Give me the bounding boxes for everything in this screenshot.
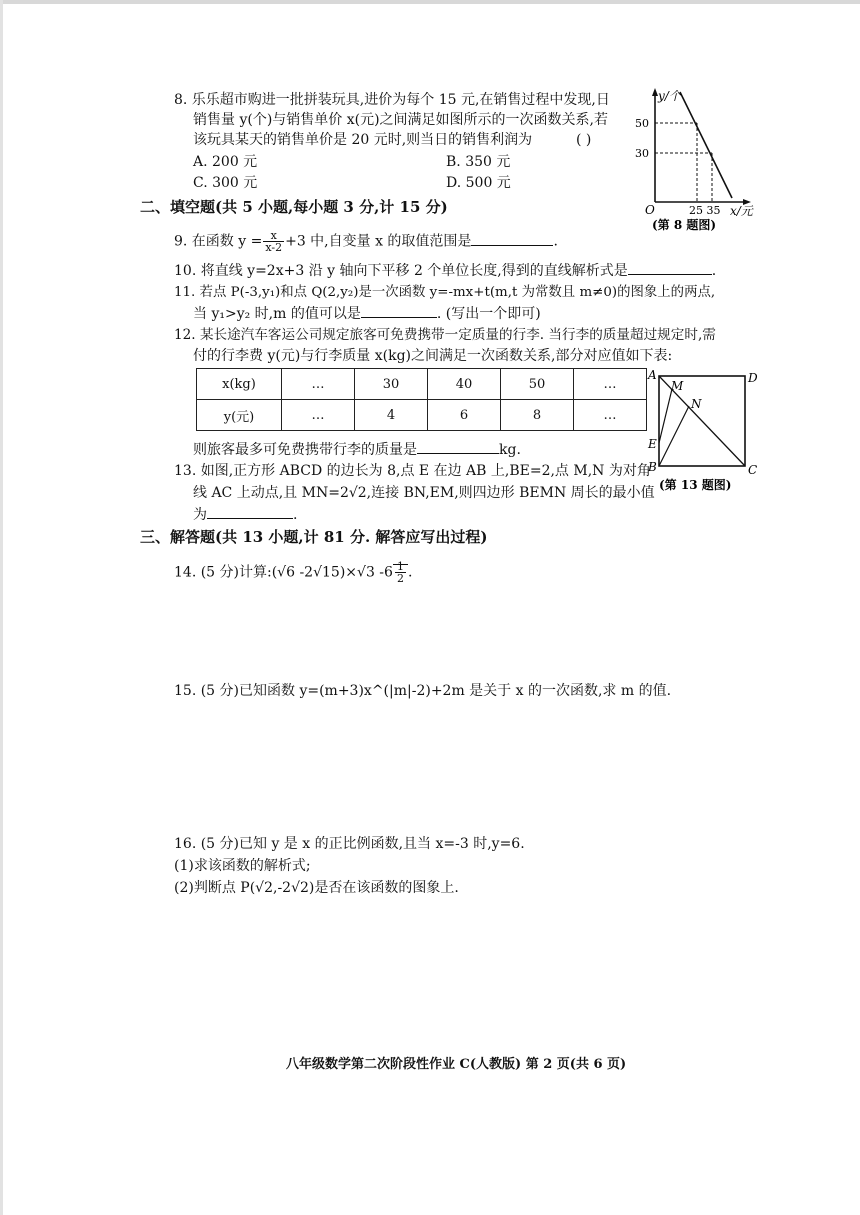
q16-line1: 16. (5 分)已知 y 是 x 的正比例函数,且当 x=-3 时,y=6. [174,836,525,852]
q8-line1: 8. 乐乐超市购进一批拼装玩具,进价为每个 15 元,在销售过程中发现,日 [174,92,610,108]
q8-option-a: A. 200 元 [193,154,258,170]
fig8-xticks: 25 35 [689,204,721,217]
table-cell: 6 [428,400,501,431]
q9-post: +3 中,自变量 x 的取值范围是 [285,233,472,250]
q12-line1: 12. 某长途汽车客运公司规定旅客可免费携带一定质量的行李. 当行李的质量超过规定时,需 [174,327,716,343]
q10-text: 10. 将直线 y=2x+3 沿 y 轴向下平移 2 个单位长度,得到的直线解析式是 [174,263,628,279]
fig13-label-n: N [691,397,702,411]
q12-answer-blank[interactable] [417,441,499,454]
q8-line2: 销售量 y(个)与销售单价 x(元)之间满足如图所示的一次函数关系,若 [193,112,609,128]
q13-end: . [293,507,298,523]
fig8-origin: O [645,203,655,217]
q9-frac-den: x-2 [265,241,283,254]
q9-fraction [263,230,284,253]
q12-line2: 付的行李费 y(元)与行李质量 x(kg)之间满足一次函数关系,部分对应值如下表: [193,348,673,364]
q13-line2: 线 AC 上动点,且 MN=2√2,连接 BN,EM,则四边形 BEMN 周长的最小值 [193,485,655,501]
fig13-label-b: B [648,460,657,474]
q10-answer-blank[interactable] [628,262,712,275]
fig8-x-label: x/元 [730,204,753,218]
fig13-label-a: A [648,368,657,382]
q14-frac-num: 1 [396,560,404,573]
fig13-caption: (第 13 题图) [659,478,732,492]
q14-pre: 14. (5 分)计算:(√6 -2√15)×√3 -6 [174,564,393,581]
q9-answer-blank[interactable] [471,233,553,246]
q11-line2 [193,305,541,323]
table-cell: … [574,400,647,431]
q11-line1: 11. 若点 P(-3,y₁)和点 Q(2,y₂)是一次函数 y=-mx+t(m,t 为常数且 m≠0)的图象上的两点, [174,285,716,300]
fig8-y-label: y/个 [658,89,681,103]
fig8-graph [625,82,760,232]
q9-frac-num: x [263,230,284,242]
fig13-segment-em [659,389,672,443]
q12-after [193,441,521,459]
fig8-tick-50: 50 [635,117,649,130]
fig13-segment-bn [659,406,689,466]
q10-line [174,262,716,280]
q8-option-c: C. 300 元 [193,175,258,191]
table-cell: 4 [355,400,428,431]
table-cell: x(kg) [197,369,282,400]
q8-line3: 该玩具某天的销售单价是 20 元时,则当日的销售利润为 [193,132,533,148]
q15-line: 15. (5 分)已知函数 y=(m+3)x^(|m|-2)+2m 是关于 x 的一次函数,求 m 的值. [174,683,672,699]
q14-line [174,561,412,584]
fig13-label-d: D [748,371,758,385]
q13-line1: 13. 如图,正方形 ABCD 的边长为 8,点 E 在边 AB 上,BE=2,点 M,N 为对角 [174,463,651,479]
q13-line3 [193,506,297,524]
q8-option-d: D. 500 元 [446,175,511,191]
q9-pre: 9. 在函数 y = [174,233,263,250]
fig8-caption: (第 8 题图) [652,218,717,232]
fig13-label-m: M [671,379,684,393]
q16-line2: (1)求该函数的解析式; [174,858,311,874]
q13-line3-text: 为 [193,507,207,523]
q16-line3: (2)判断点 P(√2,-2√2)是否在该函数的图象上. [174,880,459,896]
fig8-function-line [680,92,732,198]
table-cell: y(元) [197,400,282,431]
q10-end: . [711,263,717,279]
fig13-square [645,366,760,496]
table-cell: … [282,400,355,431]
scan-edge-left [0,0,3,1215]
q11-line2b: . (写出一个即可) [436,306,541,322]
q8-option-b: B. 350 元 [446,154,511,170]
section3-heading: 三、解答题(共 13 小题,计 81 分. 解答应写出过程) [140,528,488,546]
q14-sqrt [393,560,408,585]
q9-end: . [553,233,558,250]
q8-answer-paren: ( ) [576,132,592,148]
table-cell: … [282,369,355,400]
q14-frac-den: 2 [396,572,404,585]
table-row [197,369,647,400]
q14-fraction [395,561,406,584]
fig13-label-c: C [748,463,758,477]
q11-answer-blank[interactable] [361,305,437,318]
q12-unit: kg. [499,442,521,458]
q9-line [174,230,558,253]
fig8-tick-30: 30 [635,147,649,160]
table-cell: 8 [501,400,574,431]
scan-edge-top [0,0,860,4]
fig13-label-e: E [648,437,657,451]
table-cell: 40 [428,369,501,400]
table-cell: … [574,369,647,400]
q12-after-text: 则旅客最多可免费携带行李的质量是 [193,442,417,458]
q13-answer-blank[interactable] [207,506,293,519]
page-footer: 八年级数学第二次阶段性作业 C(人教版) 第 2 页(共 6 页) [286,1057,627,1072]
q14-end: . [407,564,413,581]
q12-value-table [196,368,647,431]
table-cell: 30 [355,369,428,400]
section2-heading: 二、填空题(共 5 小题,每小题 3 分,计 15 分) [140,198,448,216]
table-row [197,400,647,431]
table-cell: 50 [501,369,574,400]
q11-line2a: 当 y₁>y₂ 时,m 的值可以是 [193,306,361,322]
